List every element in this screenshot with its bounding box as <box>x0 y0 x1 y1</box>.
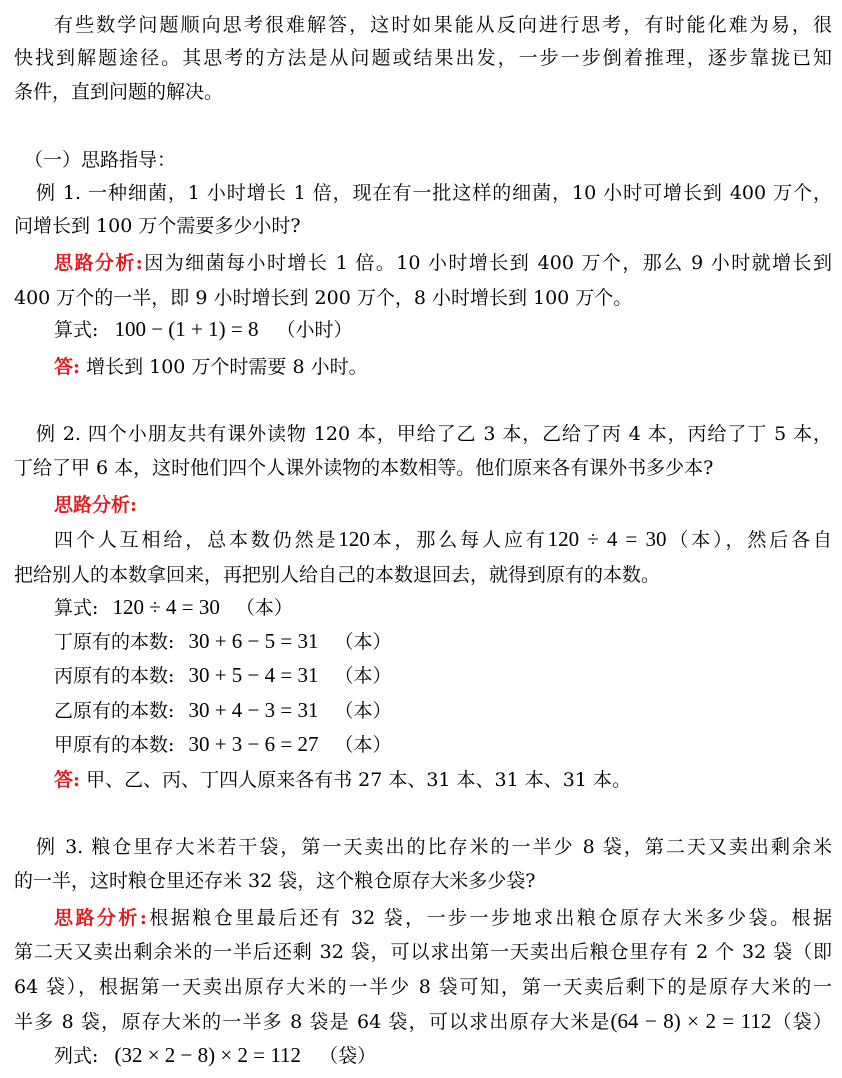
example3-analysis-line-4 <box>14 1008 832 1034</box>
analysis-text: 四个人互相给，总本数仍然是 <box>54 529 339 551</box>
calc-label: 列式: <box>54 1045 99 1067</box>
analysis-text: 半多 8 袋，原存大米的一半多 8 袋是 64 袋，可以求出原存大米是 <box>14 1011 611 1033</box>
example1-analysis-text: 因为细菌每小时增长 1 倍。10 小时增长到 400 万个，那么 9 小时就增长到 <box>142 252 832 274</box>
row-label: 丁原有的本数: <box>54 631 175 653</box>
row-unit: （本） <box>235 597 293 619</box>
example2-calc-row <box>54 628 832 654</box>
example3-analysis-line-3: 64 袋），根据第一天卖出原存大米的一半少 8 袋可知，第一天卖后剩下的是原存大米的一 <box>14 976 832 998</box>
row-label: 丙原有的本数: <box>54 665 175 687</box>
row-unit: （本） <box>334 700 392 722</box>
row-expression: 30 + 4 − 3 = 31 <box>188 698 319 722</box>
example3-question-line-2: 的一半，这时粮仓里还存米 32 袋，这个粮仓原存大米多少袋? <box>14 870 536 892</box>
example1-question-line-2: 问增长到 100 万个需要多少小时? <box>14 215 301 237</box>
example2-calc-row <box>54 731 832 757</box>
row-label: 乙原有的本数: <box>54 700 175 722</box>
example1-question-line-1: 例 1. 一种细菌，1 小时增长 1 倍，现在有一批这样的细菌，10 小时可增长到 400 万个， <box>36 182 832 204</box>
example2-calc-row <box>54 594 832 620</box>
math-expression: 120 ÷ 4 = 30 <box>547 527 667 551</box>
analysis-text: 根据粮仓里最后还有 32 袋，一步一步地求出粮仓原存大米多少袋。根据 <box>146 907 832 929</box>
example2-question-line-2: 丁给了甲 6 本，这时他们四个人课外读物的本数相等。他们原来各有课外书多少本? <box>14 457 714 479</box>
calc-label: 算式: <box>54 319 99 341</box>
calc-unit: （小时） <box>276 319 353 341</box>
row-unit: （本） <box>334 631 392 653</box>
analysis-label: 思路分析: <box>54 907 147 929</box>
answer-label: 答: <box>54 769 81 791</box>
example2-analysis-line-2: 把给别人的本数拿回来，再把别人给自己的本数退回去，就得到原有的本数。 <box>14 564 661 586</box>
intro-line-3: 条件，直到问题的解决。 <box>14 81 224 103</box>
row-expression: 30 + 5 − 4 = 31 <box>188 663 319 687</box>
calc-expression: (32 × 2 − 8) × 2 = 112 <box>114 1043 302 1067</box>
row-expression: 30 + 3 − 6 = 27 <box>188 732 319 756</box>
row-label: 甲原有的本数: <box>54 734 175 756</box>
example3-analysis-line-1 <box>54 905 832 931</box>
example1-analysis-line-1 <box>54 250 832 276</box>
example2-calc-row <box>54 662 832 688</box>
example2-question-line-1: 例 2. 四个小朋友共有课外读物 120 本，甲给了乙 3 本，乙给了丙 4 本，丙给了丁 5 本， <box>36 423 832 445</box>
analysis-text: （本），然后各自 <box>666 529 832 551</box>
row-unit: （本） <box>334 665 392 687</box>
intro-line-1: 有些数学问题顺向思考很难解答，这时如果能从反向进行思考，有时能化难为易，很 <box>54 14 832 36</box>
answer-text: 甲、乙、丙、丁四人原来各有书 27 本、31 本、31 本、31 本。 <box>86 769 631 791</box>
math-value: 120 <box>338 527 370 551</box>
example2-analysis-line-1 <box>54 526 832 552</box>
calc-unit: （袋） <box>319 1045 377 1067</box>
analysis-label: 思路分析: <box>54 252 143 274</box>
calc-expression: 100 − (1 + 1) = 8 <box>114 317 259 341</box>
answer-text: 增长到 100 万个时需要 8 小时。 <box>86 356 368 378</box>
math-expression: (64 − 8) × 2 = 112 <box>610 1009 772 1033</box>
analysis-text: 本，那么每人应有 <box>369 529 548 551</box>
example2-calc-row <box>54 697 832 723</box>
example1-calculation <box>54 316 832 342</box>
row-unit: （本） <box>334 734 392 756</box>
answer-label: 答: <box>54 356 81 378</box>
section-title: （一）思路指导： <box>24 149 177 171</box>
example1-answer <box>54 354 832 380</box>
analysis-label: 思路分析: <box>54 494 138 516</box>
row-expression: 30 + 6 − 5 = 31 <box>188 629 319 653</box>
row-label: 算式: <box>54 597 99 619</box>
example3-question-line-1: 例 3. 粮仓里存大米若干袋，第一天卖出的比存米的一半少 8 袋，第二天又卖出剩余米 <box>36 836 832 858</box>
example1-analysis-line-2: 400 万个的一半，即 9 小时增长到 200 万个，8 小时增长到 100 万个。 <box>14 287 633 309</box>
example3-analysis-line-2: 第二天又卖出剩余米的一半后还剩 32 袋，可以求出第一天卖出后粮仓里存有 2 个 32 袋（即 <box>14 941 832 963</box>
example2-analysis-heading <box>54 492 832 518</box>
example2-answer <box>54 767 832 793</box>
example3-calculation <box>54 1042 832 1068</box>
row-expression: 120 ÷ 4 = 30 <box>112 595 220 619</box>
analysis-unit: （袋） <box>771 1011 832 1033</box>
intro-line-2: 快找到解题途径。其思考的方法是从问题或结果出发，一步一步倒着推理，逐步靠拢已知 <box>14 47 832 69</box>
